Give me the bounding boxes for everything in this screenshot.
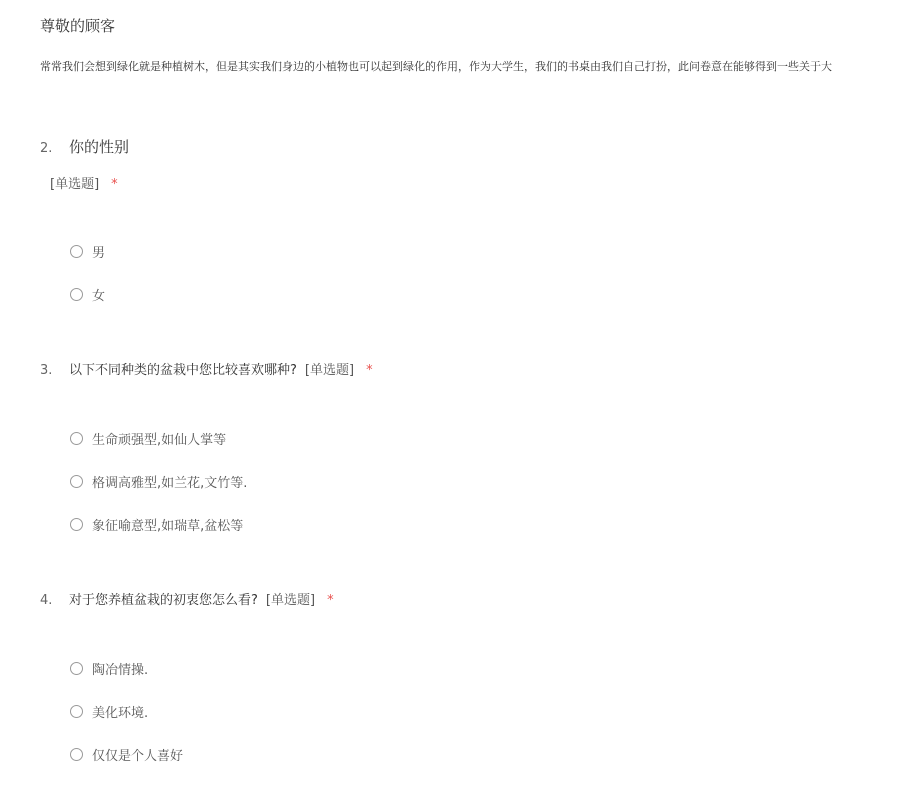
option-label: 象征喻意型,如瑞草,盆松等	[92, 518, 244, 534]
required-mark: *	[111, 177, 118, 192]
question-text: 你的性别	[69, 138, 130, 156]
radio-button[interactable]	[70, 432, 83, 445]
option-beautify-environment[interactable]	[70, 702, 148, 720]
question-type-label: [单选题]	[50, 177, 100, 192]
question-3-title	[40, 359, 373, 378]
radio-button[interactable]	[70, 518, 83, 531]
radio-button[interactable]	[70, 705, 83, 718]
option-label: 陶冶情操.	[92, 662, 149, 678]
option-male[interactable]	[70, 242, 105, 260]
option-label: 生命顽强型,如仙人掌等	[92, 432, 227, 448]
radio-button[interactable]	[70, 288, 83, 301]
question-2-title	[40, 136, 129, 157]
option-label: 男	[92, 245, 106, 261]
survey-intro: 常常我们会想到绿化就是种植树木，但是其实我们身边的小植物也可以起到绿化的作用，作为大学生，我们的书桌由我们自己打扮，此问卷意在能够得到一些关于大	[40, 60, 832, 73]
question-number: 2.	[40, 141, 53, 156]
option-hardy-type[interactable]	[70, 429, 226, 447]
survey-greeting: 尊敬的顾客	[40, 17, 116, 35]
required-mark: *	[366, 363, 373, 378]
radio-button[interactable]	[70, 475, 83, 488]
question-number: 4.	[40, 593, 53, 608]
question-4-title	[40, 589, 334, 608]
option-label: 女	[92, 288, 106, 304]
option-label: 美化环境.	[92, 705, 149, 721]
radio-button[interactable]	[70, 748, 83, 761]
question-text: 对于您养植盆栽的初衷您怎么看?	[69, 593, 258, 608]
option-label: 仅仅是个人喜好	[92, 748, 184, 764]
question-type-label: [单选题]	[265, 593, 316, 608]
question-text: 以下不同种类的盆栽中您比较喜欢哪种?	[69, 363, 297, 378]
option-symbolic-type[interactable]	[70, 515, 243, 533]
option-female[interactable]	[70, 285, 105, 303]
question-2-meta	[50, 173, 118, 192]
required-mark: *	[327, 593, 334, 608]
option-elegant-type[interactable]	[70, 472, 247, 490]
radio-button[interactable]	[70, 662, 83, 675]
question-type-label: [单选题]	[304, 363, 355, 378]
option-label: 格调高雅型,如兰花,文竹等.	[92, 475, 248, 491]
option-personal-preference[interactable]	[70, 745, 183, 763]
radio-button[interactable]	[70, 245, 83, 258]
question-number: 3.	[40, 363, 53, 378]
option-cultivate-character[interactable]	[70, 659, 148, 677]
